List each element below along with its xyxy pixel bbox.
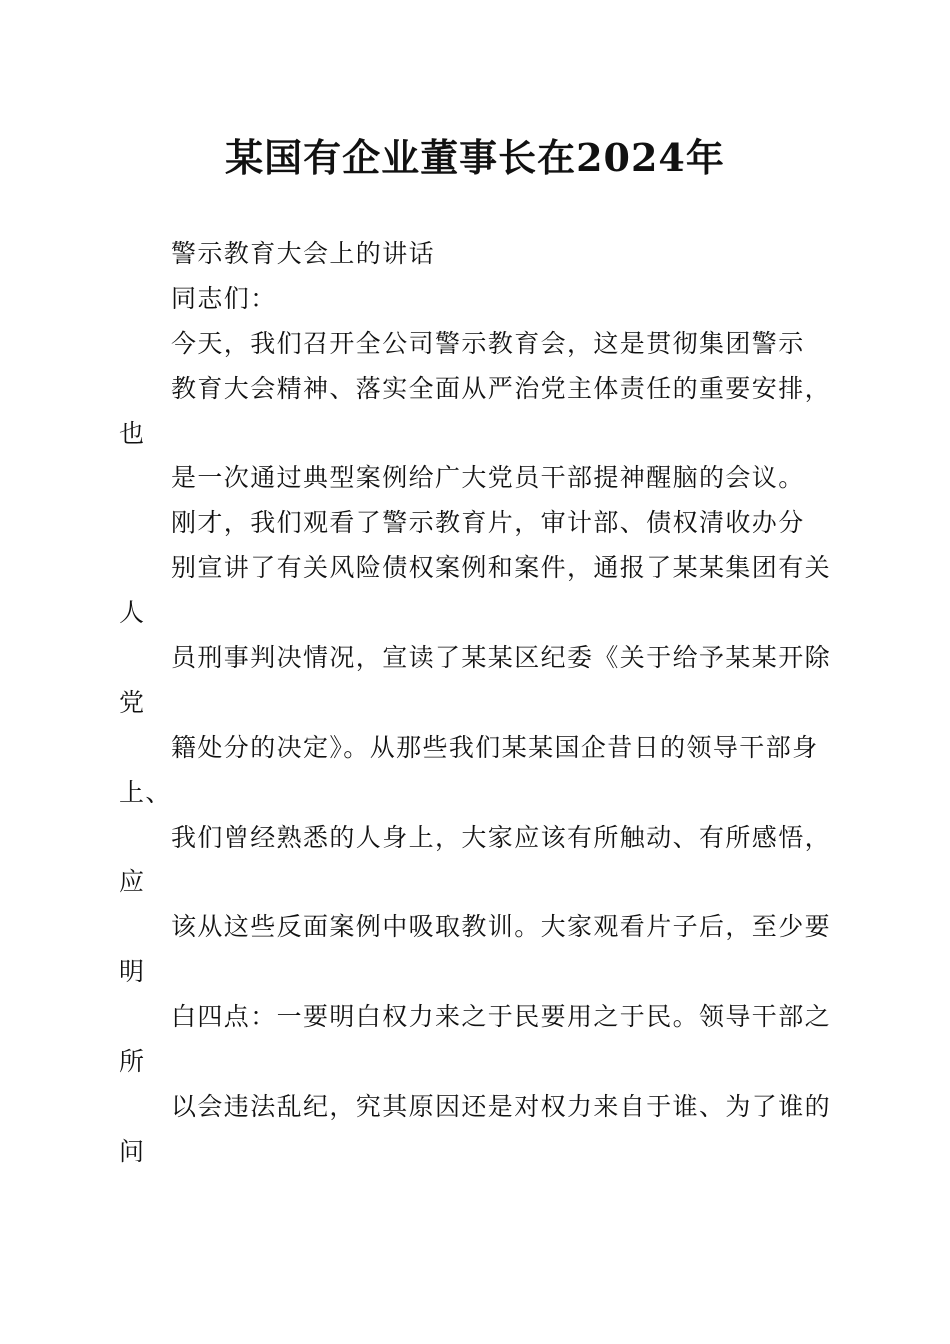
paragraph-line: 教育大会精神、落实全面从严治党主体责任的重要安排， (171, 373, 832, 403)
paragraph-line: 别宣讲了有关风险债权案例和案件，通报了某某集团有关 (171, 553, 832, 583)
paragraph-line: 以会违法乱纪，究其原因还是对权力来自于谁、为了谁的 (171, 1091, 832, 1121)
paragraph-line: 我们曾经熟悉的人身上，大家应该有所触动、有所感悟， (171, 822, 832, 852)
paragraph-line: 是一次通过典型案例给广大党员干部提神醒脑的会议。 (171, 463, 805, 493)
document-body (0, 232, 950, 1175)
paragraph-line: 明 (119, 957, 146, 987)
paragraph-line: 今天，我们召开全公司警示教育会，这是贯彻集团警示 (171, 328, 805, 358)
paragraph-line: 籍处分的决定》。从那些我们某某国企昔日的领导干部身 (171, 732, 819, 762)
paragraph-line: 党 (119, 687, 146, 717)
paragraph-line: 应 (119, 867, 146, 897)
paragraph-line: 所 (119, 1047, 146, 1077)
paragraph-line: 也 (119, 418, 146, 448)
paragraph-line: 员刑事判决情况，宣读了某某区纪委《关于给予某某开除 (171, 643, 832, 673)
paragraph-line: 该从这些反面案例中吸取教训。大家观看片子后，至少要 (171, 912, 832, 942)
paragraph-line: 刚才，我们观看了警示教育片，审计部、债权清收办分 (171, 508, 805, 538)
paragraph-line: 警示教育大会上的讲话 (171, 239, 436, 268)
document-title: 某国有企业董事长在2024年 (225, 135, 725, 180)
paragraph-line: 上、 (119, 777, 172, 807)
paragraph-line: 白四点：一要明白权力来之于民要用之于民。领导干部之 (171, 1002, 832, 1032)
paragraph-line: 问 (119, 1136, 146, 1166)
paragraph-line: 人 (119, 598, 146, 628)
paragraph-line: 同志们： (171, 283, 277, 313)
